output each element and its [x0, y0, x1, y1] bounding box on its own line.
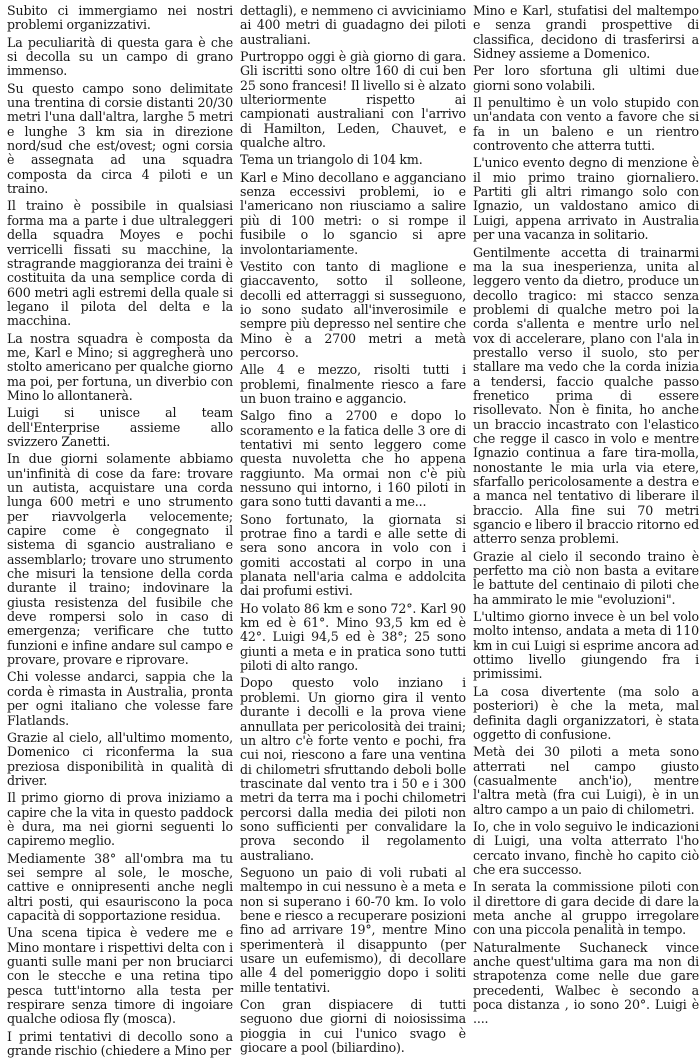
paragraph: Tema un triangolo di 104 km. [240, 152, 423, 168]
paragraph: Vestito con tanto di maglione e giaccavento, sotto il solleone, decolli ed atterraggi si susseguono, io sono sudato all'inverosimile e sempre più depresso nel sentire che Mino è a 2700 metri a metà percorso. [240, 258, 466, 360]
paragraph: Karl e Mino decollano e agganciano senza eccessivi problemi, io e l'americano non riusciamo a salire più di 100 metri: o si rompe il fusibile o lo sgancio si apre involontariamente. [240, 169, 466, 257]
text-column-1 [7, 4, 233, 1061]
text-column-3 [473, 4, 699, 1061]
paragraph: dettagli), e nemmeno ci avviciniamo ai 400 metri di guadagno dei piloti australiani. [240, 3, 466, 47]
paragraph: I primi tentativi di decollo sono a grande rischio (chiedere a Mino per [7, 1028, 233, 1059]
text-column-2 [240, 4, 466, 1061]
paragraph: Subito ci immergiamo nei nostri problemi organizzativi. [7, 3, 233, 33]
paragraph: In due giorni solamente abbiamo un'infinità di cose da fare: trovare un autista, acquistare una corda lunga 600 metri e uno strumento per riavvolgerla velocemente; capire come è congegnato il sistema di sgancio australiano e assemblarlo; trovare uno strumento che misuri la tensione della corda durante il traino; indovinare la giusta resistenza del fusibile che deve rompersi solo in caso di emergenza; verificare che tutto funzioni e infine andare sul campo e provare, provare e riprovare. [7, 451, 233, 668]
paragraph: Il penultimo è un volo stupido con un'andata con vento a favore che si fa in un baleno e un rientro controvento che atterra tutti. [473, 95, 699, 154]
paragraph: Con gran dispiacere di tutti seguono due giorni di noiosissima pioggia in cui l'unico svago è giocare a pool (biliardino). [240, 997, 466, 1056]
paragraph: Io, che in volo seguivo le indicazioni di Luigi, una volta atterrato l'ho cercato invano, finchè ho capito ciò che era successo. [473, 818, 699, 877]
paragraph: Salgo fino a 2700 e dopo lo scoramento e la fatica delle 3 ore di tentativi mi sento leggero come questa nuvoletta che ho appena raggiunto. Ma ormai non c'è più nessuno qui intorno, i 160 piloti in gara sono tutti davanti a me... [240, 408, 466, 510]
paragraph: L'unico evento degno di menzione è il mio primo traino giornaliero. Partiti gli altri rimango solo con Ignazio, un valdostano amico di Luigi, appena arrivato in Australia per una vacanza in solitario. [473, 155, 699, 243]
paragraph: Metà dei 30 piloti a meta sono atterrati nel campo giusto (casualmente anch'io), mentre l'altra metà (fra cui Luigi), è in un altro campo a un paio di chilometri. [473, 744, 699, 817]
paragraph: Naturalmente Suchaneck vince anche quest'ultima gara ma non di strapotenza come nelle due gare precedenti, Walbec è secondo a poca distanza , io sono 20°. Luigi è .... [473, 939, 699, 1027]
paragraph: Ho volato 86 km e sono 72°. Karl 90 km ed è 61°. Mino 93,5 km ed è 42°. Luigi 94,5 ed è 38°; 25 sono giunti a meta e in pratica sono tutti piloti di alto rango. [240, 600, 466, 674]
paragraph: Alle 4 e mezzo, risolti tutti i problemi, finalmente riesco a fare un buon traino e aggancio. [240, 362, 466, 406]
paragraph: Chi volesse andarci, sappia che la corda è rimasta in Australia, pronta per ogni italiano che volesse fare Flatlands. [7, 669, 233, 728]
paragraph: Per loro sfortuna gli ultimi due giorni sono volabili. [473, 63, 699, 93]
paragraph: Grazie al cielo, all'ultimo momento, Domenico ci riconferma la sua preziosa disponibilità in qualità di driver. [7, 729, 233, 788]
paragraph: Purtroppo oggi è già giorno di gara. Gli iscritti sono oltre 160 di cui ben 25 sono francesi! Il livello si è alzato ulteriormente rispetto ai campionati australiani con l'arrivo di Hamilton, Leden, Chauvet, e qualche altro. [240, 49, 466, 151]
paragraph: Grazie al cielo il secondo traino è perfetto ma ciò non basta a evitare le battute del centinaio di piloti che ha ammirato le mie "evoluzioni". [473, 548, 699, 607]
paragraph: Gentilmente accetta di trainarmi ma la sua inesperienza, unita al leggero vento da dietro, produce un decollo tragico: mi stacco senza problemi di qualche metro poi la corda s'allenta e mentre urlo nel vox di accelerare, plano con l'ala in prestallo verso il suolo, sto per stallare ma vedo che la corda inizia a tendersi, faccio qualche passo frenetico prima di essere risollevato. Non è finita, ho anche un braccio incastrato con l'elastico che regge il casco in volo e mentre Ignazio continua a fare tira-molla, nonostante le mia urla via etere, sfarfallo pericolosamente a destra e a manca nel tentativo di liberare il braccio. Alla fine sui 70 metri sgancio e libero il braccio ritorno ed atterro senza problemi. [473, 244, 699, 547]
paragraph: In serata la commissione piloti con il direttore di gara decide di dare la meta anche al gruppo irregolare con una piccola penalità in tempo. [473, 879, 699, 938]
paragraph: Mediamente 38° all'ombra ma tu sei sempre al sole, le mosche, cattive e onnipresenti anche negli altri posti, qui esauriscono la poca capacità di sopportazione residua. [7, 850, 233, 923]
paragraph: Una scena tipica è vedere me e Mino montare i rispettivi delta con i guanti sulle mani per non bruciarci con le stecche e una retina tipo pesca tutt'intorno alla testa per respirare senza timore di ingoiare qualche odiosa fly (mosca). [7, 925, 233, 1027]
article-page [7, 3, 699, 1059]
paragraph: Su questo campo sono delimitate una trentina di corsie distanti 20/30 metri l'una dall'altra, larghe 5 metri e lunghe 3 km sia in direzione nord/sud che est/ovest; ogni corsia è assegnata ad una squadra composta da circa 4 piloti e un traino. [7, 80, 233, 197]
paragraph: Luigi si unisce al team dell'Enterprise assieme allo svizzero Zanetti. [7, 405, 233, 449]
paragraph: La nostra squadra è composta da me, Karl e Mino; si aggregherà uno stolto americano per qualche giorno ma poi, per fortuna, un diverbio con Mino lo allontanerà. [7, 330, 233, 403]
paragraph: Seguono un paio di voli rubati al maltempo in cui nessuno è a meta e non si superano i 60-70 km. Io volo bene e riesco a recuperare posizioni fino ad arrivare 19°, mentre Mino sperimenterà il disappunto (per usare un eufemismo), di decollare alle 4 del pomeriggio dopo i soliti mille tentativi. [240, 864, 466, 995]
paragraph: Mino e Karl, stufatisi del maltempo e senza grandi prospettive di classifica, decidono di trasferirsi a Sidney assieme a Domenico. [473, 3, 699, 62]
paragraph: La peculiarità di questa gara è che si decolla su un campo di grano immenso. [7, 34, 233, 79]
paragraph: La cosa divertente (ma solo a posteriori) è che la meta, mal definita dagli organizzatori, è stata oggetto di confusione. [473, 683, 699, 742]
paragraph: Dopo questo volo inziano i problemi. Un giorno gira il vento durante i decolli e la prova viene annullata per pericolosità dei traini; un altro c'è forte vento e pochi, fra cui noi, riescono a fare una ventina di chilometri sfruttando deboli bolle trascinate dal vento tra i 50 e i 300 metri da terra ma i pochi chilometri percorsi dalla media dei piloti non sono sufficienti per convalidare la prova secondo il regolamento australiano. [240, 675, 466, 863]
paragraph: Sono fortunato, la giornata si protrae fino a tardi e alle sette di sera sono ancora in volo con i gomiti accostati al corpo in una planata nell'aria calma e addolcita dai profumi estivi. [240, 511, 466, 599]
paragraph: Il primo giorno di prova iniziamo a capire che la vita in questo paddock è dura, ma nei giorni seguenti lo capiremo meglio. [7, 790, 233, 849]
paragraph: L'ultimo giorno invece è un bel volo molto intenso, andata a meta di 110 km in cui Luigi si esprime ancora ad ottimo livello giungendo fra i primissimi. [473, 609, 699, 682]
paragraph: Il traino è possibile in qualsiasi forma ma a parte i due ultraleggeri della squadra Moyes e pochi verricelli fissati su macchine, la stragrande maggioranza dei traini è costituita da una semplice corda di 600 metri agli estremi della quale si legano il pilota del delta e la macchina. [7, 198, 233, 329]
